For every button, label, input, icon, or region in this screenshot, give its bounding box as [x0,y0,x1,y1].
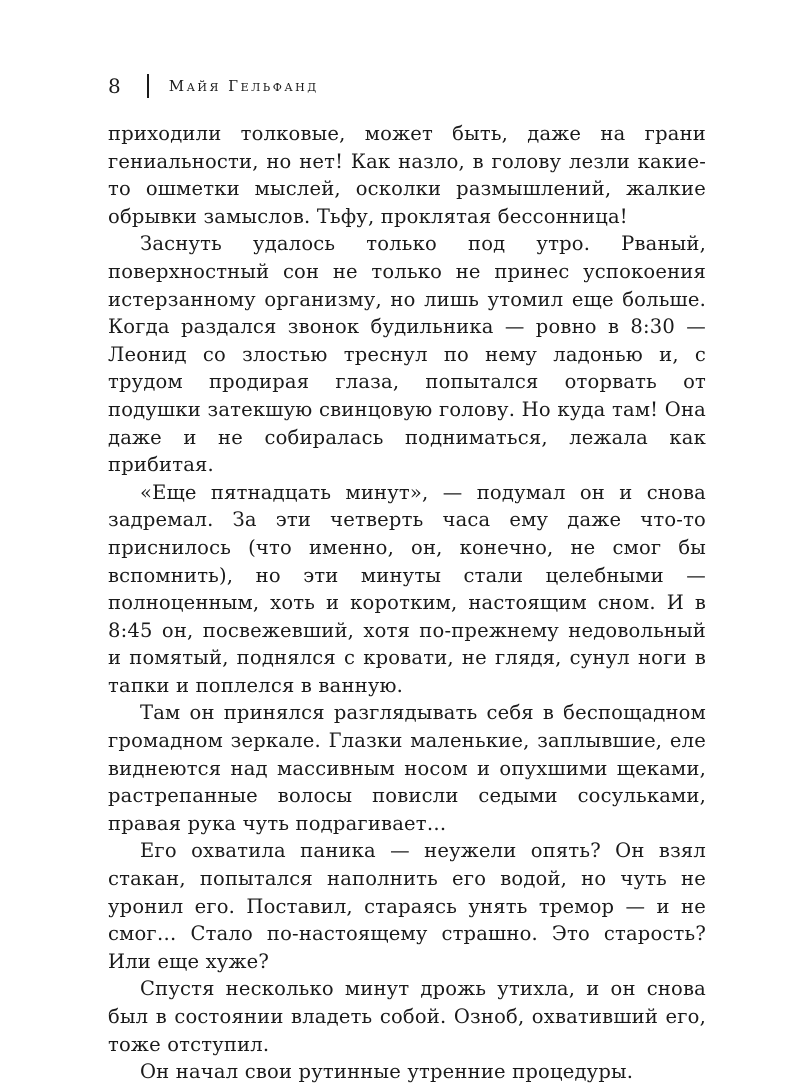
header-divider [147,74,149,98]
paragraph: Там он принялся разглядывать себя в беспощадном громадном зеркале. Глазки маленькие, заплывшие, еле виднеются над массивным носом и опухшими щеками, растрепанные волосы повисли седыми сосульками, правая рука чуть подрагивает… [108,701,706,835]
book-page [108,72,706,1086]
paragraph: Спустя несколько минут дрожь утихла, и он снова был в состоянии владеть собой. Озноб, охвативший его, тоже отступил. [108,977,706,1056]
paragraph: Его охватила паника — неужели опять? Он взял стакан, попытался наполнить его водой, но чуть не уронил его. Поставил, стараясь унять тремор — и не смог… Стало по-настоящему страшно. Это старость? Или еще хуже? [108,839,706,973]
page-number: 8 [108,74,121,98]
header-author: Майя Гельфанд [168,77,319,95]
paragraph: Он начал свои рутинные утренние процедуры. [140,1060,634,1084]
paragraph: «Еще пятнадцать минут», — подумал он и снова задремал. За эти четверть часа ему даже что-то приснилось (что именно, он, конечно, не смог бы вспомнить), но эти минуты стали целебными — полноценным, хоть и коротким, настоящим сном. И в 8:45 он, посвежевший, хотя по-прежнему недовольный и помятый, поднялся с кровати, не глядя, сунул ноги в тапки и поплелся в ванную. [108,480,706,697]
paragraph: Заснуть удалось только под утро. Рваный, поверхностный сон не только не принес успокоения истерзанному организму, но лишь утомил еще больше. Когда раздался звонок будильника — ровно в 8:30 — Леонид со злостью треснул по нему ладонью и, с трудом продирая глаза, попытался оторвать от подушки затекшую свинцовую голову. Но куда там! Она даже и не собиралась подниматься, лежала как прибитая. [108,232,706,477]
body-text [108,120,706,1086]
running-header [108,72,706,100]
paragraph: приходили толковые, может быть, даже на грани гениальности, но нет! Как назло, в голову лезли какие-то ошметки мыслей, осколки размышлений, жалкие обрывки замыслов. Тьфу, проклятая бессонница! [108,122,706,228]
